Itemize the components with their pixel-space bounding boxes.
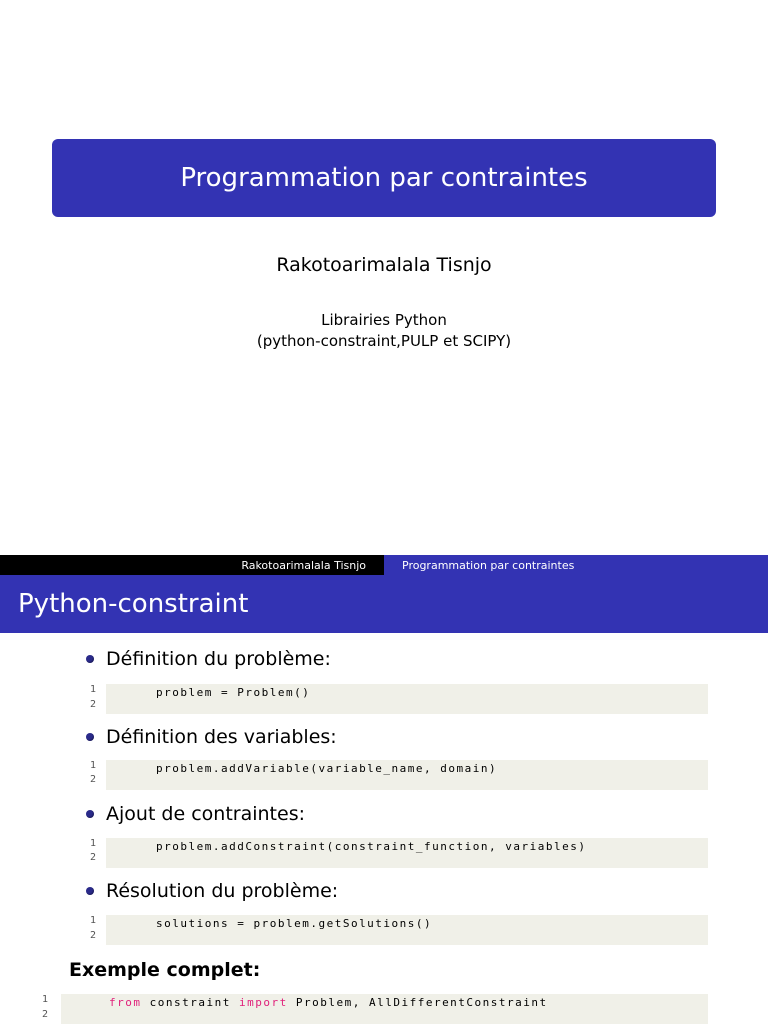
module-name: constraint xyxy=(141,996,239,1009)
headline-author: Rakotoarimalala Tisnjo xyxy=(241,558,366,572)
bullet-icon xyxy=(86,810,94,818)
subtitle-line-2: (python-constraint,PULP et SCIPY) xyxy=(256,332,512,350)
code-line: problem = Problem() xyxy=(156,686,311,699)
code-line: problem.addVariable(variable_name, domain) xyxy=(156,762,498,775)
bullet-item xyxy=(86,880,338,902)
bullet-label: Ajout de contraintes: xyxy=(106,803,305,825)
line-number: 1 xyxy=(89,760,96,771)
code-block xyxy=(106,915,708,945)
line-number: 2 xyxy=(89,774,96,785)
code-line: solutions = problem.getSolutions() xyxy=(156,917,433,930)
bullet-item xyxy=(86,726,337,748)
code-line: problem.addConstraint(constraint_function, variables) xyxy=(156,840,587,853)
headline-author-section xyxy=(0,555,384,575)
bullet-label: Définition du problème: xyxy=(106,648,331,670)
line-number: 1 xyxy=(89,915,96,926)
line-number: 1 xyxy=(89,684,96,695)
code-block xyxy=(106,838,708,868)
code-block xyxy=(106,760,708,790)
bullet-item xyxy=(86,803,305,825)
title-box xyxy=(52,139,716,217)
example-code-line xyxy=(109,996,548,1009)
line-number: 2 xyxy=(41,1009,48,1020)
bullet-icon xyxy=(86,655,94,663)
headline-title-section xyxy=(384,555,768,575)
example-title: Exemple complet: xyxy=(69,959,261,981)
imported-names: Problem, AllDifferentConstraint xyxy=(287,996,548,1009)
line-number: 1 xyxy=(89,838,96,849)
code-block xyxy=(106,684,708,714)
bullet-icon xyxy=(86,733,94,741)
keyword-import: import xyxy=(238,996,288,1009)
line-number: 2 xyxy=(89,699,96,710)
keyword-from: from xyxy=(109,996,142,1009)
bullet-label: Résolution du problème: xyxy=(106,880,339,902)
line-number: 2 xyxy=(89,852,96,863)
example-code-block xyxy=(61,994,708,1024)
frame-title-bar xyxy=(0,575,768,633)
frame-title: Python-constraint xyxy=(18,589,249,619)
headline-title: Programmation par contraintes xyxy=(402,558,575,572)
bullet-item xyxy=(86,648,331,670)
bullet-label: Définition des variables: xyxy=(106,726,337,748)
subtitle-line-1: Librairies Python xyxy=(321,311,447,329)
headline-bar xyxy=(0,555,768,575)
line-number: 2 xyxy=(89,930,96,941)
presentation-title: Programmation par contraintes xyxy=(180,163,588,193)
author-name: Rakotoarimalala Tisnjo xyxy=(276,254,492,276)
subtitle xyxy=(0,310,768,352)
bullet-icon xyxy=(86,887,94,895)
line-number: 1 xyxy=(41,994,48,1005)
